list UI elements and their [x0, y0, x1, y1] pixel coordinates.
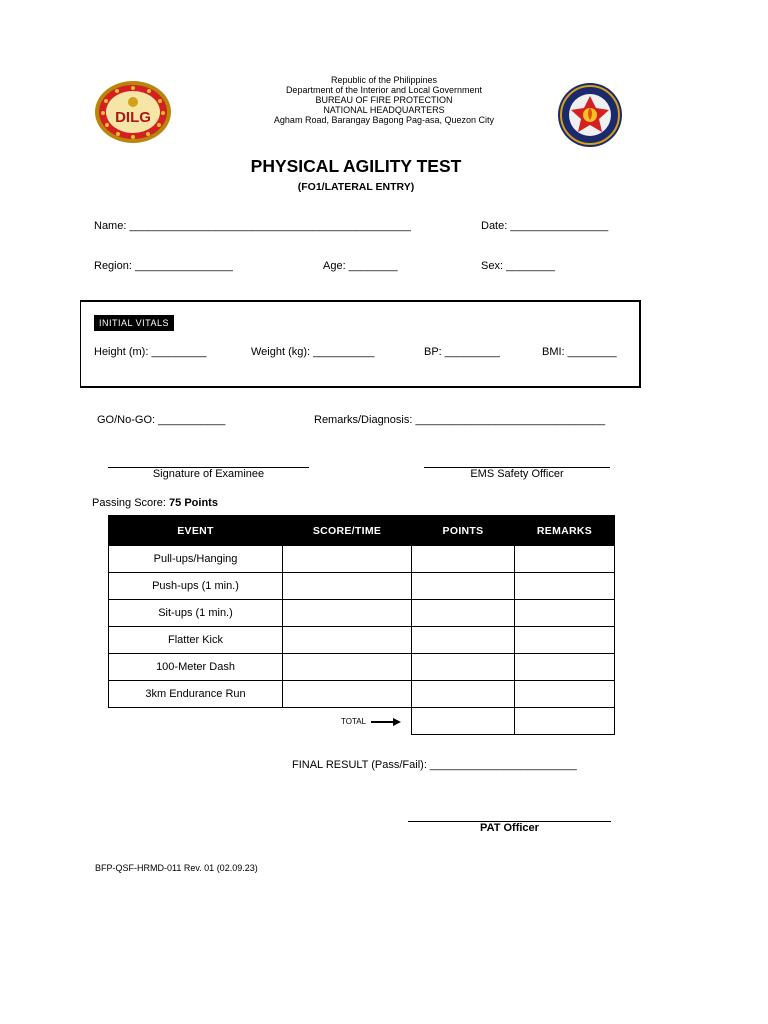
remarks-cell[interactable] [515, 627, 615, 654]
points-cell[interactable] [412, 654, 515, 681]
age-field[interactable]: Age: ________ [323, 260, 398, 272]
page-subtitle: (FO1/LATERAL ENTRY) [297, 181, 415, 193]
remarks-cell[interactable] [515, 681, 615, 708]
total-remarks-cell[interactable] [515, 708, 615, 735]
go-nogo-field[interactable]: GO/No-GO: ___________ [97, 414, 226, 426]
table-row [109, 681, 615, 708]
form-code-footer: BFP-QSF-HRMD-011 Rev. 01 (02.09.23) [95, 863, 258, 873]
table-row [109, 627, 615, 654]
remarks-cell[interactable] [515, 654, 615, 681]
header-points: POINTS [412, 516, 515, 546]
table-total-row [109, 708, 615, 735]
header-remarks: REMARKS [515, 516, 615, 546]
header-event: EVENT [109, 516, 283, 546]
total-blank-cell [109, 708, 283, 735]
points-cell[interactable] [412, 546, 515, 573]
table-row [109, 600, 615, 627]
event-cell: Push-ups (1 min.) [109, 573, 283, 600]
total-label-cell [283, 708, 412, 735]
event-cell: 3km Endurance Run [109, 681, 283, 708]
table-header-row [109, 516, 615, 546]
header-bureau: BUREAU OF FIRE PROTECTION [315, 95, 453, 105]
height-field[interactable]: Height (m): _________ [94, 346, 207, 358]
table-row [109, 546, 615, 573]
score-cell[interactable] [283, 546, 412, 573]
event-cell: Flatter Kick [109, 627, 283, 654]
total-points-cell[interactable] [412, 708, 515, 735]
header-score-time: SCORE/TIME [283, 516, 412, 546]
final-result-field[interactable]: FINAL RESULT (Pass/Fail): ________________________ [292, 759, 577, 771]
event-cell: Pull-ups/Hanging [109, 546, 283, 573]
passing-score [92, 497, 218, 509]
table-row [109, 573, 615, 600]
remarks-cell[interactable] [515, 573, 615, 600]
remarks-cell[interactable] [515, 546, 615, 573]
region-field[interactable]: Region: ________________ [94, 260, 233, 272]
page-title: PHYSICAL AGILITY TEST [250, 156, 462, 176]
events-table [108, 515, 615, 735]
remarks-cell[interactable] [515, 600, 615, 627]
bp-field[interactable]: BP: _________ [424, 346, 500, 358]
score-cell[interactable] [283, 573, 412, 600]
weight-field[interactable]: Weight (kg): __________ [251, 346, 375, 358]
table-row [109, 654, 615, 681]
points-cell[interactable] [412, 681, 515, 708]
header-hq: NATIONAL HEADQUARTERS [323, 105, 445, 115]
arrow-right-icon [371, 718, 401, 726]
points-cell[interactable] [412, 627, 515, 654]
remarks-diagnosis-field[interactable]: Remarks/Diagnosis: _______________________________ [314, 414, 606, 426]
event-cell: 100-Meter Dash [109, 654, 283, 681]
points-cell[interactable] [412, 600, 515, 627]
passing-score-label: Passing Score: [92, 497, 166, 509]
initial-vitals-badge: INITIAL VITALS [94, 315, 174, 331]
sex-field[interactable]: Sex: ________ [481, 260, 556, 272]
pat-officer-label: PAT Officer [480, 822, 539, 834]
initial-vitals-box [80, 300, 641, 388]
score-cell[interactable] [283, 654, 412, 681]
score-cell[interactable] [283, 600, 412, 627]
ems-signature-label: EMS Safety Officer [470, 468, 564, 480]
name-field[interactable]: Name: ______________________________________________ [94, 220, 411, 232]
svg-text:DILG: DILG [115, 109, 151, 126]
header-republic: Republic of the Philippines [330, 75, 438, 85]
score-cell[interactable] [283, 627, 412, 654]
event-cell: Sit-ups (1 min.) [109, 600, 283, 627]
points-cell[interactable] [412, 573, 515, 600]
date-field[interactable]: Date: ________________ [481, 220, 609, 232]
passing-score-value: 75 Points [169, 497, 218, 509]
score-cell[interactable] [283, 681, 412, 708]
examinee-signature-label: Signature of Examinee [152, 468, 265, 480]
header-address: Agham Road, Barangay Bagong Pag-asa, Quezon City [273, 115, 495, 125]
total-label: TOTAL [341, 716, 366, 726]
bmi-field[interactable]: BMI: ________ [542, 346, 617, 358]
header-department: Department of the Interior and Local Government [285, 85, 483, 95]
